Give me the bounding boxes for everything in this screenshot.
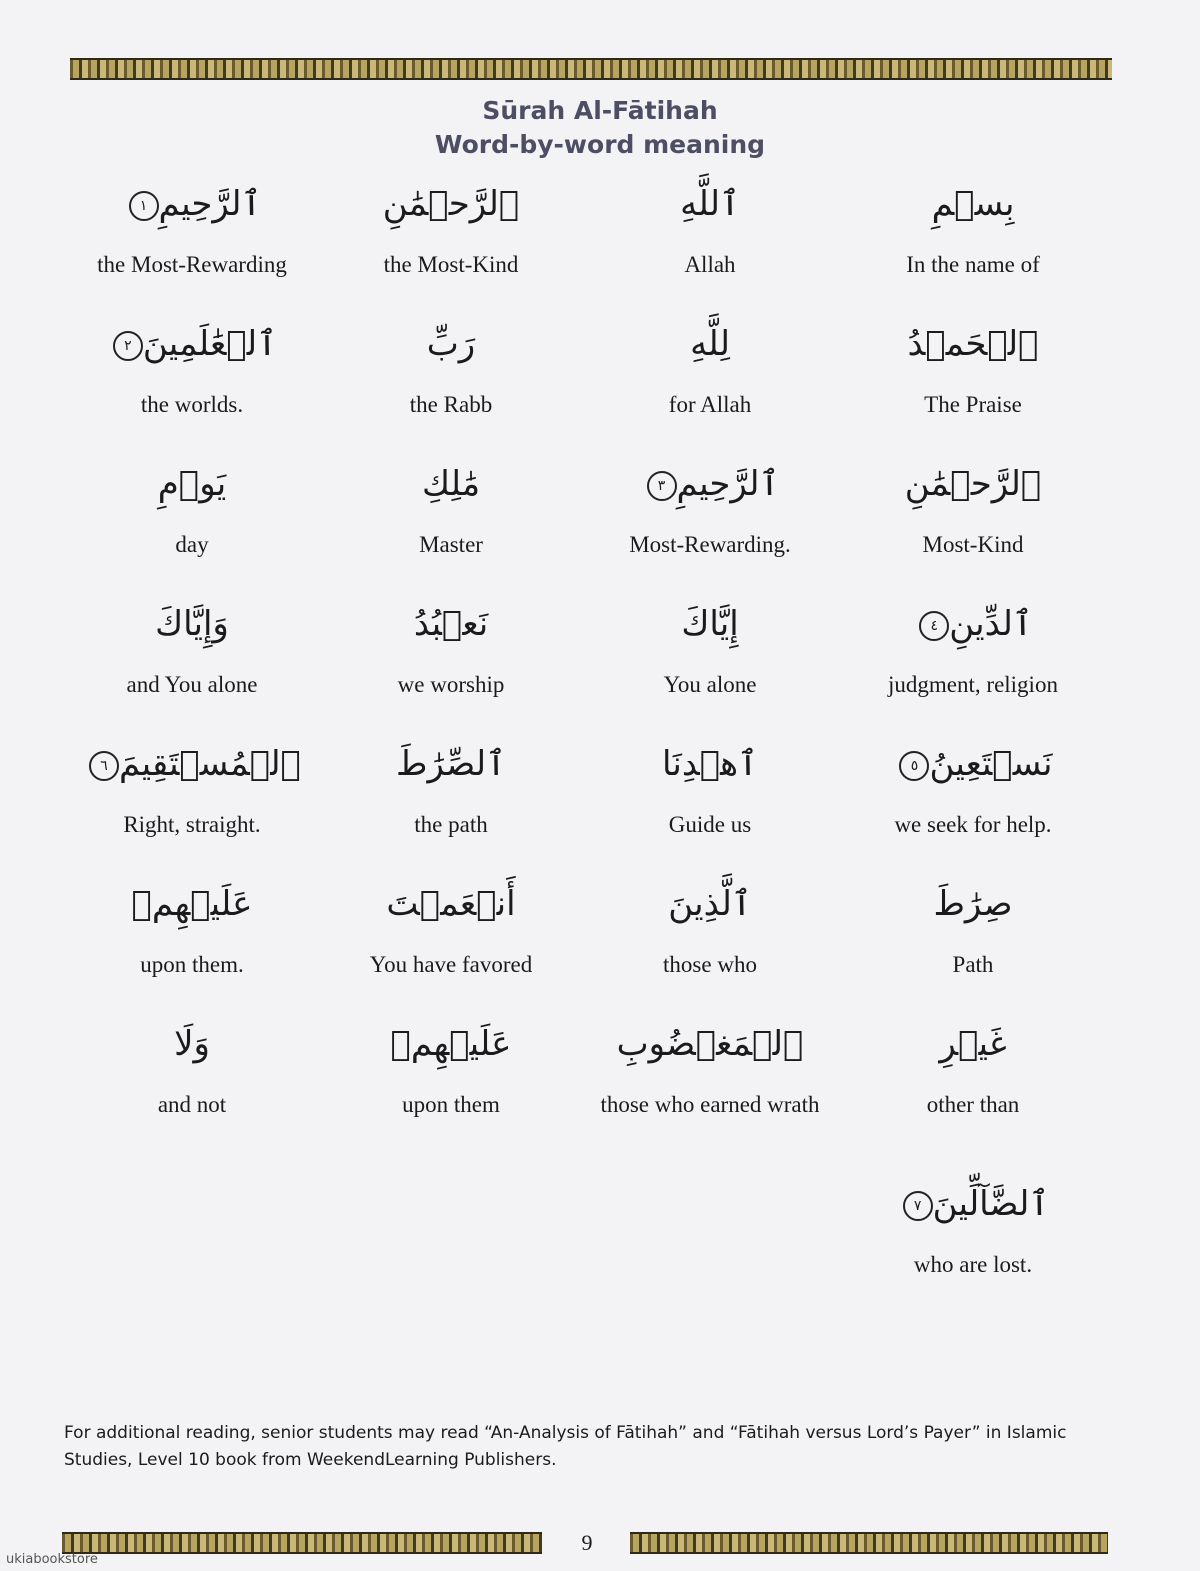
arabic-word [833, 740, 1113, 788]
arabic-word [570, 460, 850, 508]
word-cell [52, 1020, 332, 1119]
arabic-word-text: لِلَّهِ [690, 324, 730, 364]
arabic-word-text: ٱلرَّحۡمَٰنِ [904, 464, 1042, 504]
arabic-word-text: أَنۡعَمۡتَ [386, 884, 516, 924]
arabic-word [52, 460, 332, 508]
english-meaning: the Rabb [409, 392, 493, 417]
arabic-word [833, 180, 1113, 228]
english-meaning: and not [157, 1092, 227, 1117]
arabic-word-text: ٱلۡمُسۡتَقِيمَ [119, 744, 301, 784]
arabic-word [311, 1020, 591, 1068]
arabic-word [833, 1020, 1113, 1068]
english-meaning: judgment, religion [888, 672, 1058, 697]
word-cell [52, 460, 332, 559]
arabic-word-text: ٱللَّهِ [680, 184, 740, 224]
arabic-word [52, 740, 332, 788]
english-meaning: other than [926, 1092, 1020, 1117]
english-meaning: You have favored [369, 952, 533, 977]
english-meaning: Most-Kind [922, 532, 1024, 557]
arabic-word-text: عَلَيۡهِمۡ [390, 1024, 512, 1064]
arabic-word [570, 1020, 850, 1068]
word-cell [311, 460, 591, 559]
arabic-word-text: نَعۡبُدُ [413, 604, 489, 644]
english-meaning: those who earned wrath [600, 1092, 820, 1117]
word-cell [570, 1020, 850, 1119]
word-cell [311, 320, 591, 419]
arabic-word-text: مَٰلِكِ [421, 464, 481, 504]
arabic-word [311, 600, 591, 648]
english-meaning: for Allah [668, 392, 752, 417]
arabic-word [311, 180, 591, 228]
word-cell [311, 600, 591, 699]
arabic-word-text: ٱهۡدِنَا [662, 744, 758, 784]
arabic-word [52, 880, 332, 928]
english-meaning: the Most-Rewarding [97, 252, 287, 277]
english-meaning: the worlds. [140, 392, 244, 417]
arabic-word [52, 180, 332, 228]
word-cell [311, 740, 591, 839]
word-cell [570, 880, 850, 979]
word-cell [570, 460, 850, 559]
ayah-number-marker: ٧ [903, 1191, 933, 1221]
bottom-left-ornament-band [62, 1532, 542, 1554]
english-meaning: Master [419, 532, 483, 557]
word-cell [570, 600, 850, 699]
arabic-word [52, 600, 332, 648]
arabic-word [311, 880, 591, 928]
english-meaning: day [175, 532, 209, 557]
arabic-word [833, 600, 1113, 648]
english-meaning: upon them. [140, 952, 244, 977]
arabic-word-text: وَلَا [174, 1024, 210, 1064]
ayah-number-marker: ٢ [113, 331, 143, 361]
ayah-number-marker: ٤ [919, 611, 949, 641]
arabic-word [52, 1020, 332, 1068]
arabic-word [833, 460, 1113, 508]
word-cell [833, 460, 1113, 559]
word-cell [570, 180, 850, 279]
top-ornament-band [70, 58, 1112, 80]
english-meaning: we seek for help. [894, 812, 1052, 837]
english-meaning: the path [414, 812, 488, 837]
english-meaning: those who [663, 952, 757, 977]
english-meaning: You alone [663, 672, 757, 697]
english-meaning: The Praise [924, 392, 1022, 417]
arabic-word [570, 600, 850, 648]
arabic-word-text: بِسۡمِ [931, 184, 1015, 224]
arabic-word [570, 740, 850, 788]
arabic-word-text: ٱلرَّحۡمَٰنِ [382, 184, 520, 224]
word-cell [570, 320, 850, 419]
word-cell [833, 1180, 1113, 1279]
arabic-word-text: عَلَيۡهِمۡ [131, 884, 253, 924]
arabic-word-text: نَسۡتَعِينُ [929, 744, 1053, 784]
word-cell [833, 320, 1113, 419]
word-cell [833, 180, 1113, 279]
arabic-word [311, 740, 591, 788]
arabic-word-text: ٱلۡمَغۡضُوبِ [616, 1024, 804, 1064]
word-cell [52, 600, 332, 699]
arabic-word [833, 880, 1113, 928]
word-cell [833, 1020, 1113, 1119]
arabic-word [833, 320, 1113, 368]
arabic-word-text: ٱلۡحَمۡدُ [907, 324, 1039, 364]
word-cell [52, 880, 332, 979]
english-meaning: Most-Rewarding. [629, 532, 791, 557]
word-cell [570, 740, 850, 839]
arabic-word-text: يَوۡمِ [157, 464, 227, 504]
arabic-word [311, 460, 591, 508]
arabic-word [311, 320, 591, 368]
word-cell [311, 1020, 591, 1119]
word-cell [52, 180, 332, 279]
english-meaning: In the name of [906, 252, 1040, 277]
english-meaning: Allah [684, 252, 736, 277]
page-title: Sūrah Al-Fātihah [482, 96, 718, 125]
arabic-word-text: ٱلَّذِينَ [668, 884, 752, 924]
word-cell [833, 880, 1113, 979]
word-cell [311, 180, 591, 279]
arabic-word-text: ٱلرَّحِيمِ [676, 464, 780, 504]
word-cell [52, 320, 332, 419]
word-cell [52, 740, 332, 839]
arabic-word [570, 180, 850, 228]
arabic-word-text: وَإِيَّاكَ [155, 604, 229, 644]
english-meaning: the Most-Kind [383, 252, 519, 277]
ayah-number-marker: ٦ [89, 751, 119, 781]
english-meaning: who are lost. [913, 1252, 1033, 1277]
ayah-number-marker: ٥ [899, 751, 929, 781]
arabic-word-text: رَبِّ [426, 324, 476, 364]
arabic-word [570, 320, 850, 368]
arabic-word-text: ٱلۡعَٰلَمِينَ [142, 324, 278, 364]
arabic-word [570, 880, 850, 928]
page-number: 9 [581, 1530, 593, 1555]
english-meaning: we worship [397, 672, 505, 697]
english-meaning: Right, straight. [123, 812, 261, 837]
arabic-word-text: ٱلصِّرَٰطَ [396, 744, 506, 784]
arabic-word-text: ٱلضَّآلِّينَ [932, 1184, 1050, 1224]
arabic-word-text: غَيۡرِ [939, 1024, 1007, 1064]
english-meaning: Path [952, 952, 994, 977]
word-cell [311, 880, 591, 979]
arabic-word [52, 320, 332, 368]
english-meaning: and You alone [126, 672, 258, 697]
ayah-number-marker: ٣ [647, 471, 677, 501]
arabic-word-text: صِرَٰطَ [933, 884, 1013, 924]
arabic-word-text: إِيَّاكَ [681, 604, 739, 644]
arabic-word-text: ٱلدِّينِ [949, 604, 1033, 644]
english-meaning: upon them [402, 1092, 500, 1117]
arabic-word [833, 1180, 1113, 1228]
bottom-right-ornament-band [630, 1532, 1108, 1554]
footnote: For additional reading, senior students may read “An-Analysis of Fātihah” and “Fātihah versus Lord’s Payer” in Islamic Studies, Level 10 book from WeekendLearning Publishers. [64, 1423, 1067, 1470]
ayah-number-marker: ١ [129, 191, 159, 221]
watermark: ukiabookstore [6, 1552, 98, 1567]
arabic-word-text: ٱلرَّحِيمِ [158, 184, 262, 224]
page-subtitle: Word-by-word meaning [434, 130, 766, 159]
english-meaning: Guide us [668, 812, 752, 837]
word-cell [833, 600, 1113, 699]
word-cell [833, 740, 1113, 839]
